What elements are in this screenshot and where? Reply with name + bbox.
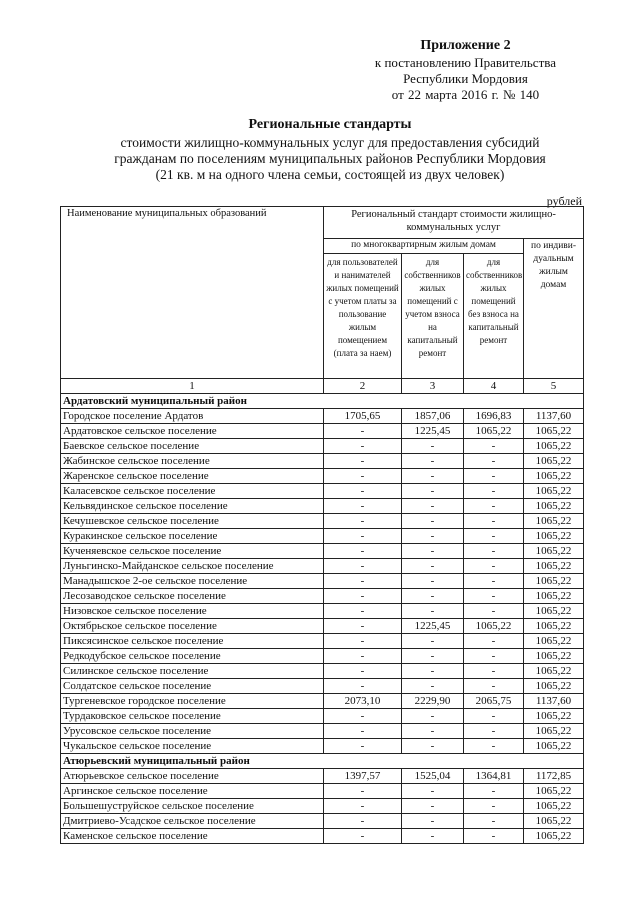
appendix-line-1: к постановлению Правительства: [374, 55, 556, 70]
value-cell-c3: 1857,06: [402, 409, 464, 424]
value-cell-c3: -: [402, 739, 464, 754]
value-cell-c3: -: [402, 574, 464, 589]
value-cell-c4: -: [464, 784, 524, 799]
column-numbers-row: [61, 379, 584, 394]
value-cell-c4: -: [464, 739, 524, 754]
value-cell-c4: -: [464, 664, 524, 679]
value-cell-c5: 1065,22: [524, 784, 584, 799]
value-cell-c5: 1065,22: [524, 559, 584, 574]
settlement-name: Кельвядинское сельское поселение: [61, 499, 324, 514]
value-cell-c2: -: [324, 784, 402, 799]
settlement-name: Ардатовское сельское поселение: [61, 424, 324, 439]
value-cell-c3: -: [402, 589, 464, 604]
value-cell-c5: 1065,22: [524, 484, 584, 499]
value-cell-c5: 1065,22: [524, 814, 584, 829]
value-cell-c2: -: [324, 814, 402, 829]
value-cell-c3: -: [402, 559, 464, 574]
table-row: [61, 544, 584, 559]
value-cell-c5: 1172,85: [524, 769, 584, 784]
value-cell-c3: -: [402, 784, 464, 799]
value-cell-c2: -: [324, 634, 402, 649]
value-cell-c3: -: [402, 709, 464, 724]
value-cell-c2: -: [324, 709, 402, 724]
value-cell-c2: -: [324, 589, 402, 604]
header-row-1: [61, 207, 584, 239]
table-row: [61, 514, 584, 529]
table-row: [61, 484, 584, 499]
value-cell-c2: -: [324, 544, 402, 559]
value-cell-c5: 1065,22: [524, 499, 584, 514]
value-cell-c4: -: [464, 439, 524, 454]
value-cell-c4: -: [464, 589, 524, 604]
table-row: [61, 829, 584, 844]
value-cell-c3: -: [402, 604, 464, 619]
settlement-name: Тургеневское городское поселение: [61, 694, 324, 709]
value-cell-c2: -: [324, 574, 402, 589]
value-cell-c2: -: [324, 424, 402, 439]
value-cell-c4: 2065,75: [464, 694, 524, 709]
heading-line-1: стоимости жилищно-коммунальных услуг для предоставления субсидий: [120, 135, 540, 150]
value-cell-c3: -: [402, 499, 464, 514]
value-cell-c3: -: [402, 799, 464, 814]
value-cell-c3: -: [402, 679, 464, 694]
value-cell-c5: 1065,22: [524, 619, 584, 634]
value-cell-c4: 1065,22: [464, 424, 524, 439]
table-row: [61, 574, 584, 589]
settlement-name: Чукальское сельское поселение: [61, 739, 324, 754]
colnum-1: 1: [61, 379, 324, 394]
value-cell-c5: 1065,22: [524, 454, 584, 469]
value-cell-c5: 1065,22: [524, 799, 584, 814]
value-cell-c2: -: [324, 604, 402, 619]
value-cell-c3: -: [402, 454, 464, 469]
value-cell-c2: -: [324, 499, 402, 514]
value-cell-c5: 1065,22: [524, 739, 584, 754]
value-cell-c4: -: [464, 514, 524, 529]
table-row: [61, 679, 584, 694]
value-cell-c3: -: [402, 469, 464, 484]
settlement-name: Жаренское сельское поселение: [61, 469, 324, 484]
value-cell-c3: 1225,45: [402, 424, 464, 439]
header-apartment-cell: по многоквартирным жилым домам: [324, 239, 524, 254]
table-row: [61, 529, 584, 544]
settlement-name: Силинское сельское поселение: [61, 664, 324, 679]
value-cell-c5: 1065,22: [524, 424, 584, 439]
value-cell-c4: 1364,81: [464, 769, 524, 784]
value-cell-c5: 1137,60: [524, 694, 584, 709]
value-cell-c5: 1065,22: [524, 544, 584, 559]
value-cell-c4: -: [464, 499, 524, 514]
settlement-name: Редкодубское сельское поселение: [61, 649, 324, 664]
table-row: [61, 604, 584, 619]
value-cell-c2: -: [324, 739, 402, 754]
table-row: [61, 694, 584, 709]
settlement-name: Большешуструйское сельское поселение: [61, 799, 324, 814]
settlement-name: Аргинское сельское поселение: [61, 784, 324, 799]
value-cell-c5: 1065,22: [524, 514, 584, 529]
value-cell-c5: 1065,22: [524, 649, 584, 664]
value-cell-c5: 1065,22: [524, 724, 584, 739]
table-row: [61, 634, 584, 649]
settlement-name: Городское поселение Ардатов: [61, 409, 324, 424]
colnum-4: 4: [464, 379, 524, 394]
table-row: [61, 619, 584, 634]
value-cell-c4: 1696,83: [464, 409, 524, 424]
settlement-name: Каменское сельское поселение: [61, 829, 324, 844]
appendix-line-2: Республики Мордовия: [403, 71, 528, 86]
value-cell-c3: -: [402, 814, 464, 829]
district-row: [61, 394, 584, 409]
value-cell-c3: -: [402, 514, 464, 529]
colnum-5: 5: [524, 379, 584, 394]
value-cell-c4: -: [464, 814, 524, 829]
value-cell-c4: -: [464, 799, 524, 814]
appendix-title: Приложение 2: [420, 38, 511, 53]
document-heading: [60, 117, 600, 183]
settlement-name: Дмитриево-Усадское сельское поселение: [61, 814, 324, 829]
settlement-name: Турдаковское сельское поселение: [61, 709, 324, 724]
settlement-name: Жабинское сельское поселение: [61, 454, 324, 469]
value-cell-c5: 1065,22: [524, 829, 584, 844]
table-row: [61, 649, 584, 664]
header-col3-cell: для собственников жилых помещений с учетом взноса на капитальный ремонт: [402, 254, 464, 379]
value-cell-c5: 1065,22: [524, 634, 584, 649]
settlement-name: Солдатское сельское поселение: [61, 679, 324, 694]
value-cell-c3: -: [402, 649, 464, 664]
table-row: [61, 439, 584, 454]
district-row: [61, 754, 584, 769]
value-cell-c4: -: [464, 529, 524, 544]
value-cell-c3: -: [402, 544, 464, 559]
value-cell-c2: -: [324, 679, 402, 694]
value-cell-c4: -: [464, 559, 524, 574]
table-row: [61, 799, 584, 814]
value-cell-c2: -: [324, 529, 402, 544]
value-cell-c2: 1705,65: [324, 409, 402, 424]
value-cell-c3: 2229,90: [402, 694, 464, 709]
settlement-name: Урусовское сельское поселение: [61, 724, 324, 739]
district-name: Атюрьевский муниципальный район: [61, 754, 584, 769]
value-cell-c2: -: [324, 469, 402, 484]
table-row: [61, 784, 584, 799]
value-cell-c4: -: [464, 544, 524, 559]
value-cell-c3: -: [402, 439, 464, 454]
value-cell-c2: -: [324, 514, 402, 529]
value-cell-c4: -: [464, 469, 524, 484]
settlement-name: Луньгинско-Майданское сельское поселение: [61, 559, 324, 574]
value-cell-c5: 1137,60: [524, 409, 584, 424]
header-col2-cell: для пользователей и нанимателей жилых помещений с учетом платы за пользование жилым помещением (плата за наем): [324, 254, 402, 379]
value-cell-c3: -: [402, 529, 464, 544]
value-cell-c5: 1065,22: [524, 439, 584, 454]
value-cell-c3: -: [402, 484, 464, 499]
value-cell-c5: 1065,22: [524, 589, 584, 604]
value-cell-c2: -: [324, 439, 402, 454]
table-row: [61, 709, 584, 724]
value-cell-c2: -: [324, 724, 402, 739]
header-individual-cell: по индиви-дуальным жилым домам: [524, 239, 584, 379]
colnum-3: 3: [402, 379, 464, 394]
value-cell-c3: -: [402, 664, 464, 679]
settlement-name: Баевское сельское поселение: [61, 439, 324, 454]
table-row: [61, 739, 584, 754]
value-cell-c2: -: [324, 664, 402, 679]
value-cell-c4: -: [464, 829, 524, 844]
value-cell-c2: -: [324, 799, 402, 814]
heading-line-3: (21 кв. м на одного члена семьи, состоящей из двух человек): [155, 167, 505, 182]
settlement-name: Кученяевское сельское поселение: [61, 544, 324, 559]
value-cell-c3: -: [402, 724, 464, 739]
heading-title: Региональные стандарты: [248, 117, 412, 132]
value-cell-c3: 1525,04: [402, 769, 464, 784]
header-standard-cell: Региональный стандарт стоимости жилищно-коммунальных услуг: [324, 207, 584, 239]
value-cell-c2: -: [324, 454, 402, 469]
table-row: [61, 469, 584, 484]
header-col4-cell: для собственников жилых помещений без взноса на капитальный ремонт: [464, 254, 524, 379]
settlement-name: Лесозаводское сельское поселение: [61, 589, 324, 604]
table-row: [61, 409, 584, 424]
value-cell-c3: -: [402, 829, 464, 844]
value-cell-c5: 1065,22: [524, 574, 584, 589]
heading-line-2: гражданам по поселениям муниципальных районов Республики Мордовия: [114, 151, 546, 166]
value-cell-c4: -: [464, 724, 524, 739]
value-cell-c4: -: [464, 679, 524, 694]
value-cell-c4: 1065,22: [464, 619, 524, 634]
value-cell-c4: -: [464, 454, 524, 469]
value-cell-c3: -: [402, 634, 464, 649]
value-cell-c2: -: [324, 484, 402, 499]
table-row: [61, 664, 584, 679]
table-row: [61, 769, 584, 784]
value-cell-c4: -: [464, 709, 524, 724]
settlement-name: Куракинское сельское поселение: [61, 529, 324, 544]
table-row: [61, 454, 584, 469]
settlement-name: Кечушевское сельское поселение: [61, 514, 324, 529]
value-cell-c2: -: [324, 829, 402, 844]
value-cell-c5: 1065,22: [524, 529, 584, 544]
table-row: [61, 499, 584, 514]
settlement-name: Пиксясинское сельское поселение: [61, 634, 324, 649]
value-cell-c4: -: [464, 649, 524, 664]
value-cell-c2: -: [324, 619, 402, 634]
value-cell-c4: -: [464, 634, 524, 649]
value-cell-c2: 2073,10: [324, 694, 402, 709]
value-cell-c2: 1397,57: [324, 769, 402, 784]
table-row: [61, 724, 584, 739]
value-cell-c2: -: [324, 559, 402, 574]
settlement-name: Октябрьское сельское поселение: [61, 619, 324, 634]
standards-table: [60, 206, 584, 844]
value-cell-c4: -: [464, 574, 524, 589]
value-cell-c4: -: [464, 604, 524, 619]
value-cell-c3: 1225,45: [402, 619, 464, 634]
value-cell-c5: 1065,22: [524, 604, 584, 619]
colnum-2: 2: [324, 379, 402, 394]
value-cell-c5: 1065,22: [524, 709, 584, 724]
district-name: Ардатовский муниципальный район: [61, 394, 584, 409]
appendix-block: [375, 38, 556, 103]
appendix-date-line: от 22 марта 2016 г. № 140: [391, 87, 540, 102]
settlement-name: Манадышское 2-ое сельское поселение: [61, 574, 324, 589]
table-row: [61, 589, 584, 604]
value-cell-c4: -: [464, 484, 524, 499]
value-cell-c2: -: [324, 649, 402, 664]
value-cell-c5: 1065,22: [524, 664, 584, 679]
value-cell-c5: 1065,22: [524, 469, 584, 484]
table-row: [61, 424, 584, 439]
settlement-name: Низовское сельское поселение: [61, 604, 324, 619]
value-cell-c5: 1065,22: [524, 679, 584, 694]
table-row: [61, 559, 584, 574]
unit-label: рублей: [546, 194, 582, 208]
settlement-name: Атюрьевское сельское поселение: [61, 769, 324, 784]
header-name-cell: Наименование муниципальных образований: [61, 207, 324, 379]
table-row: [61, 814, 584, 829]
settlement-name: Каласевское сельское поселение: [61, 484, 324, 499]
